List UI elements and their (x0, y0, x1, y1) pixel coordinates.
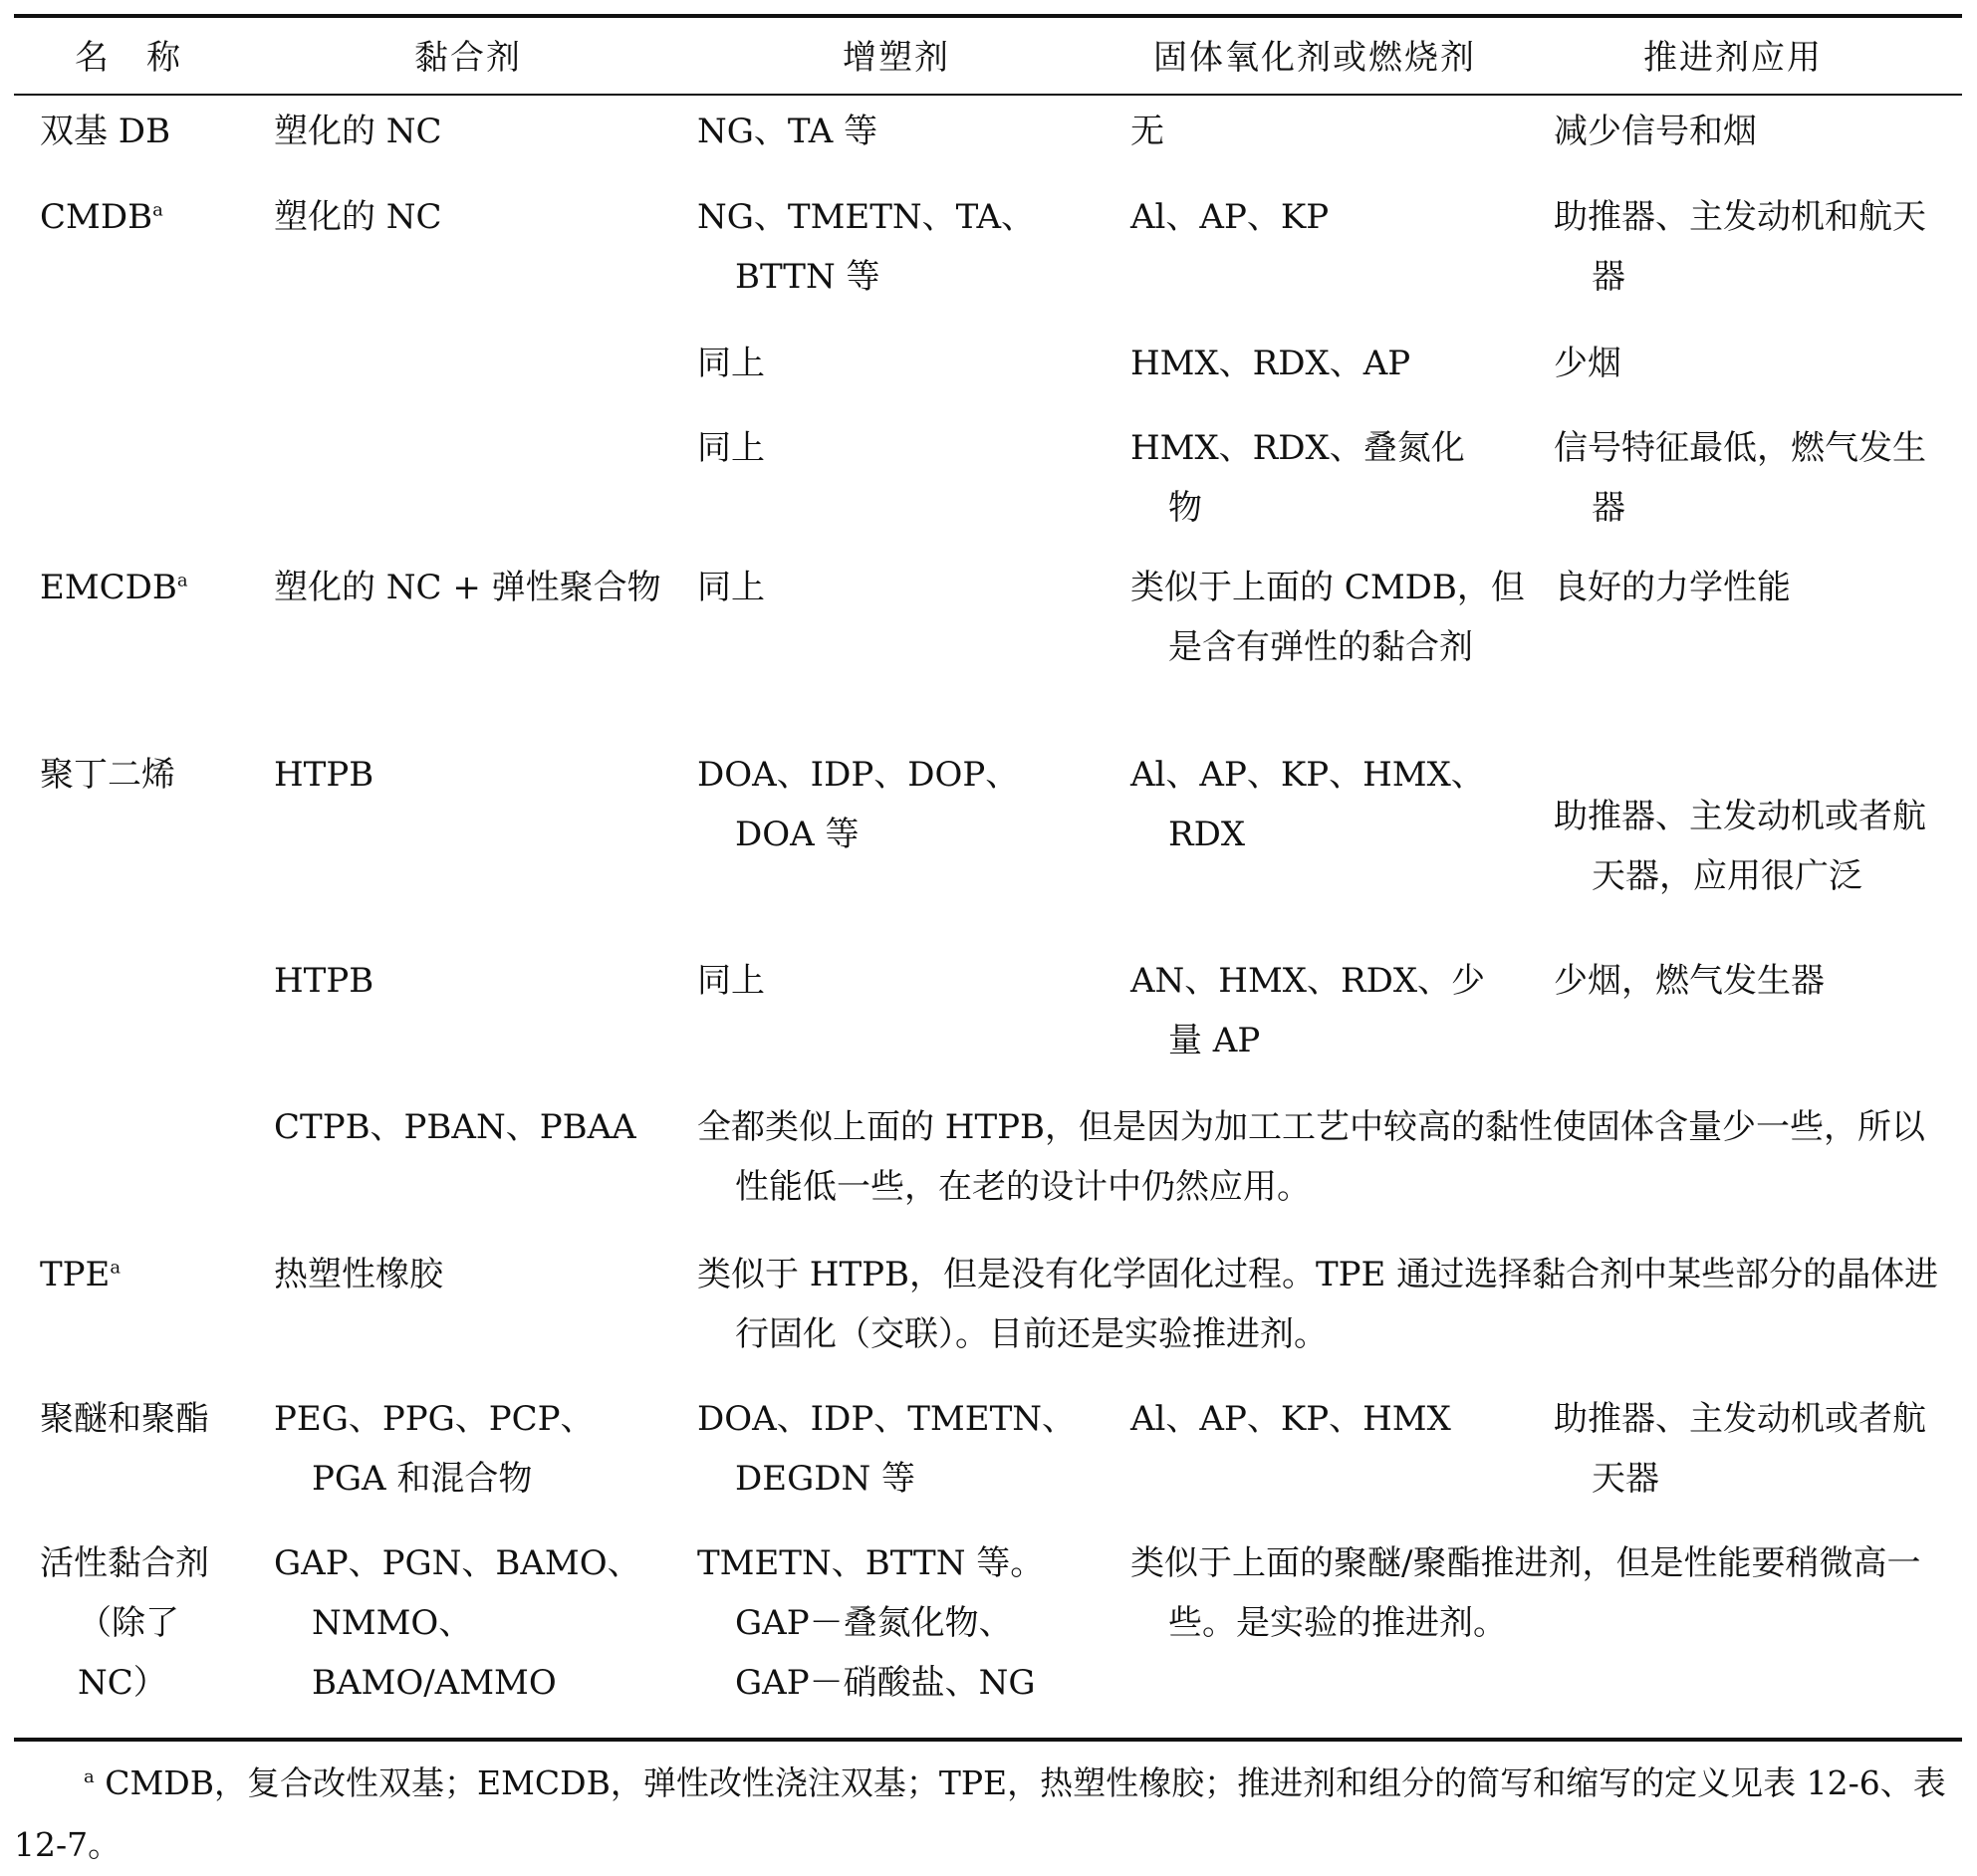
row-9-name: TPE$^a$ (40, 1255, 122, 1294)
row-8-span: 全都类似上面的 HTPB，但是因为加工工艺中较高的黏性使固体含量少一些，所以性能低一些，在老的设计中仍然应用。 (697, 1107, 1925, 1207)
row-10-name: 聚醚和聚酯 (40, 1399, 209, 1439)
row-5-oxidizer: 类似于上面的 CMDB，但是含有弹性的黏合剂 (1130, 568, 1525, 667)
table-top-rule (14, 14, 1962, 18)
row-11-binder: GAP、PGN、BAMO、NMMO、BAMO/AMMO (274, 1543, 641, 1703)
row-1-plasticizer: NG、TA 等 (697, 112, 878, 151)
row-8-binder: CTPB、PBAN、PBAA (274, 1107, 636, 1147)
row-10-oxidizer: Al、AP、KP、HMX (1130, 1399, 1451, 1439)
row-2-application: 助推器、主发动机和航天器 (1554, 197, 1926, 297)
row-7-binder: HTPB (274, 961, 374, 1001)
row-4-plasticizer: 同上 (697, 428, 765, 468)
row-5-application: 良好的力学性能 (1554, 568, 1791, 607)
row-2-oxidizer: Al、AP、KP (1130, 197, 1330, 237)
header-application: 推进剂应用 (1643, 38, 1823, 78)
row-3-plasticizer: 同上 (697, 344, 765, 383)
row-2-binder: 塑化的 NC (274, 197, 442, 237)
row-10-application: 助推器、主发动机或者航天器 (1554, 1399, 1926, 1499)
row-7-application: 少烟，燃气发生器 (1554, 961, 1825, 1001)
row-4-oxidizer: HMX、RDX、叠氮化物 (1130, 428, 1465, 528)
header-name: 名 称 (75, 38, 182, 78)
header-oxidizer: 固体氧化剂或燃烧剂 (1153, 38, 1476, 78)
row-9-span: 类似于 HTPB，但是没有化学固化过程。TPE 通过选择黏合剂中某些部分的晶体进行固化（交联）。目前还是实验推进剂。 (697, 1255, 1939, 1354)
row-1-binder: 塑化的 NC (274, 112, 442, 151)
row-10-plasticizer: DOA、IDP、TMETN、DEGDN 等 (697, 1399, 1076, 1499)
row-7-oxidizer: AN、HMX、RDX、少量 AP (1130, 961, 1486, 1060)
row-6-application: 助推器、主发动机或者航天器，应用很广泛 (1554, 797, 1926, 896)
row-5-name: EMCDB$^a$ (40, 568, 188, 607)
row-6-oxidizer: Al、AP、KP、HMX、RDX (1130, 755, 1485, 854)
table-footnote: $^a$ CMDB，复合改性双基；EMCDB，弹性改性浇注双基；TPE，热塑性橡胶；推进剂和组分的简写和缩写的定义见表 12-6、表 12-7。 (14, 1763, 1946, 1864)
row-4-application: 信号特征最低，燃气发生器 (1554, 428, 1926, 528)
table-header-rule (14, 94, 1962, 96)
row-5-binder: 塑化的 NC + 弹性聚合物 (274, 568, 661, 607)
row-10-binder: PEG、PPG、PCP、PGA 和混合物 (274, 1399, 595, 1499)
row-6-name: 聚丁二烯 (40, 755, 175, 795)
row-1-application: 减少信号和烟 (1554, 112, 1757, 151)
row-5-plasticizer: 同上 (697, 568, 765, 607)
row-7-plasticizer: 同上 (697, 961, 765, 1001)
row-11-span: 类似于上面的聚醚/聚酯推进剂，但是性能要稍微高一些。是实验的推进剂。 (1130, 1543, 1921, 1643)
table-bottom-rule (14, 1738, 1962, 1742)
row-3-application: 少烟 (1554, 344, 1621, 383)
row-3-oxidizer: HMX、RDX、AP (1130, 344, 1411, 383)
row-11-plasticizer: TMETN、BTTN 等。GAP－叠氮化物、GAP－硝酸盐、NG (697, 1543, 1045, 1703)
row-1-oxidizer: 无 (1130, 112, 1164, 151)
row-2-name: CMDB$^a$ (40, 197, 163, 237)
row-11-name: 活性黏合剂（除了 NC） (40, 1543, 209, 1703)
row-6-binder: HTPB (274, 755, 374, 795)
row-2-plasticizer: NG、TMETN、TA、BTTN 等 (697, 197, 1036, 297)
row-1-name: 双基 DB (40, 112, 171, 151)
header-binder: 黏合剂 (414, 38, 522, 78)
row-6-plasticizer: DOA、IDP、DOP、DOA 等 (697, 755, 1020, 854)
header-plasticizer: 增塑剂 (843, 38, 950, 78)
row-9-binder: 热塑性橡胶 (274, 1255, 443, 1294)
